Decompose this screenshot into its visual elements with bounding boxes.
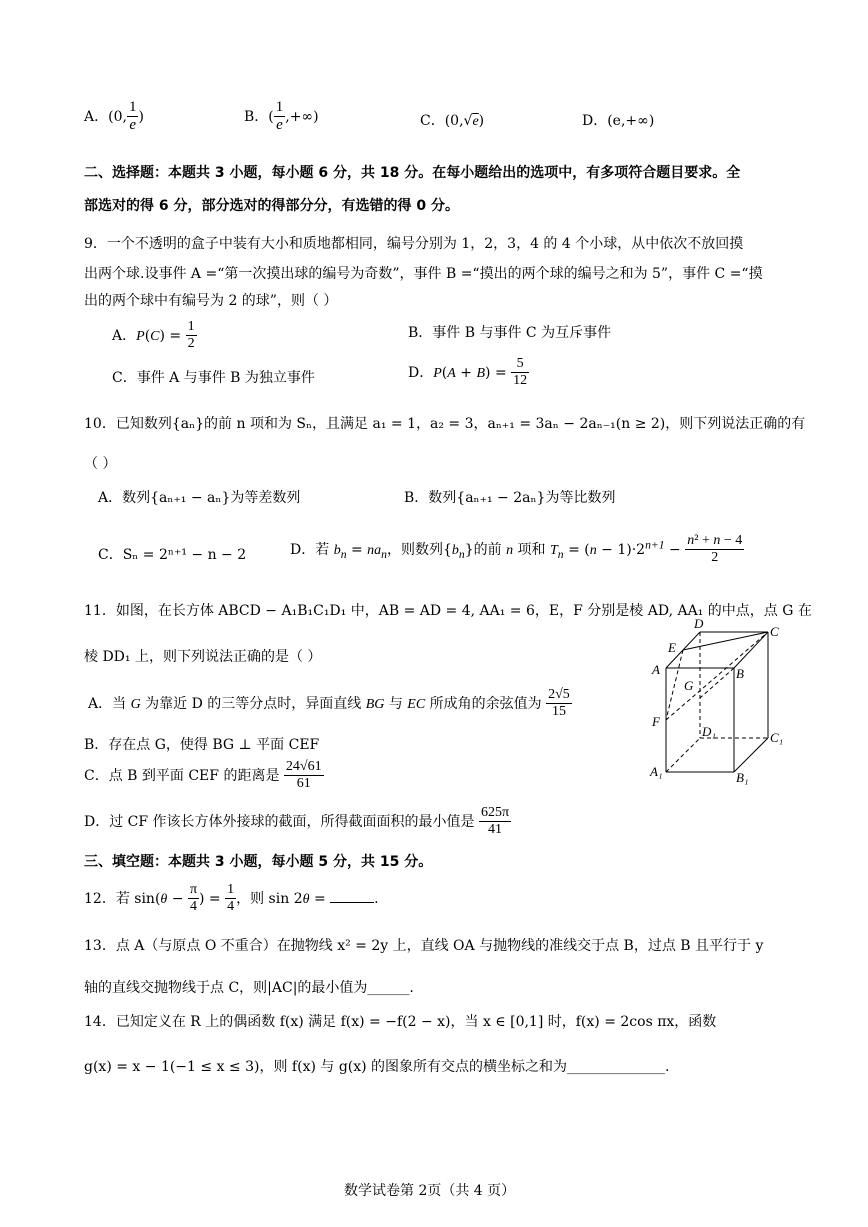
- section3-heading: 三、填空题：本题共 3 小题，每小题 5 分，共 15 分。: [84, 854, 433, 870]
- label-C1: C₁: [770, 730, 784, 745]
- label-D: D: [694, 618, 704, 631]
- q12-line: 12．若 sin(θ − $\frac{\pi}{4}$ ) = $\frac{1}{4}$ ，则 sin 2θ = .: [84, 882, 379, 914]
- q9-line2: 出两个球.设事件 A =“第一次摸出球的编号为奇数”，事件 B =“摸出的两个球的编号之和为 5”，事件 C =“摸: [84, 266, 763, 282]
- label-E: E: [668, 640, 676, 655]
- section2-heading-line2: 部选对的得 6 分，部分选对的得部分分，有选错的得 0 分。: [84, 198, 459, 214]
- q10-option-b: B．数列{aₙ₊₁ − 2aₙ}为等比数列: [404, 490, 616, 506]
- cuboid-figure: [640, 618, 790, 788]
- q10-option-c: C．Sₙ = 2ⁿ⁺¹ − n − 2: [98, 547, 247, 563]
- q9-line1: 9．一个不透明的盒子中装有大小和质地都相同，编号分别为 1，2，3，4 的 4 个小球，从中依次不放回摸: [84, 236, 744, 252]
- q14-line1: 14．已知定义在 R 上的偶函数 f(x) 满足 f(x) = −f(2 − x)，当 x ∈ [0,1] 时，f(x) = 2cos πx，函数: [84, 1014, 717, 1030]
- label-D1: D₁: [702, 724, 716, 739]
- q13-line2: 轴的直线交抛物线于点 C，则|AC|的最小值为______.: [84, 980, 414, 996]
- q13-line1: 13．点 A（与原点 O 不重合）在抛物线 x² = 2y 上，直线 OA 与抛物线的准线交于点 B，过点 B 且平行于 y: [84, 938, 764, 954]
- q11-option-c: C．点 B 到平面 CEF 的距离是 $\frac{24√61}{61}$: [84, 759, 322, 791]
- q9-option-c: C．事件 A 与事件 B 为独立事件: [112, 370, 315, 386]
- q11-option-a: A．当 G 为靠近 D 的三等分点时，异面直线 BG 与 EC 所成角的余弦值为 $\frac{2√5}{15}$: [88, 687, 570, 719]
- label-A1: A₁: [650, 764, 663, 779]
- q8-option-c: C．(0,√e): [420, 113, 485, 129]
- q11-line2: 棱 DD₁ 上，则下列说法正确的是（ ）: [84, 649, 322, 665]
- label-G: G: [684, 678, 694, 693]
- q9-line3: 出的两个球中有编号为 2 的球”，则（ ）: [84, 293, 338, 309]
- q10-line1: 10．已知数列{aₙ}的前 n 项和为 Sₙ，且满足 a₁ = 1，a₂ = 3，aₙ₊₁ = 3aₙ − 2aₙ₋₁(n ≥ 2)，则下列说法正确的有: [84, 416, 806, 432]
- q11-option-b: B．存在点 G，使得 BG ⊥ 平面 CEF: [84, 737, 320, 753]
- q9-option-d: D．P(A + B) = $\frac{5}{12}$: [408, 356, 528, 388]
- label-F: F: [652, 714, 660, 729]
- q11-option-d: D．过 CF 作该长方体外接球的截面，所得截面面积的最小值是 $\frac{625\pi}{41}$: [84, 805, 510, 837]
- q10-line2: （ ）: [84, 456, 117, 472]
- label-B: B: [736, 666, 744, 681]
- q8-option-b: B．( $\frac{1}{e}$ ,+∞): [244, 99, 319, 133]
- q9-option-b: B．事件 B 与事件 C 为互斥事件: [408, 325, 612, 341]
- label-B1: B₁: [736, 770, 749, 785]
- label-A: A: [652, 662, 660, 677]
- q10-option-d: D．若 $b_n = na_n$，则数列$\{b_n\}$的前 n 项和 $T_n = (n - 1)\cdot 2^{n+1}$ − $\frac{\text{n² + n − 4}}{2}$: [290, 533, 743, 565]
- q14-line2: g(x) = x − 1(−1 ≤ x ≤ 3)，则 f(x) 与 g(x) 的图象所有交点的横坐标之和为______________.: [84, 1059, 670, 1075]
- page-footer: 数学试卷第 2页（共 4 页）: [344, 1183, 516, 1199]
- label-C: C: [770, 624, 779, 639]
- q9-option-a: A．P(C) = $\frac{1}{2}$: [112, 319, 195, 351]
- q10-option-a: A．数列{aₙ₊₁ − aₙ}为等差数列: [98, 490, 301, 506]
- q8-option-d: D．(e,+∞): [582, 113, 655, 129]
- q8-option-a: A．(0, $\frac{1}{e}$ ): [84, 99, 144, 133]
- q11-line1: 11．如图，在长方体 ABCD − A₁B₁C₁D₁ 中，AB = AD = 4, AA₁ = 6，E，F 分别是棱 AD, AA₁ 的中点，点 G 在: [84, 603, 812, 619]
- section2-heading-line1: 二、选择题：本题共 3 小题，每小题 6 分，共 18 分。在每小题给出的选项中，有多项符合题目要求。全: [84, 165, 741, 181]
